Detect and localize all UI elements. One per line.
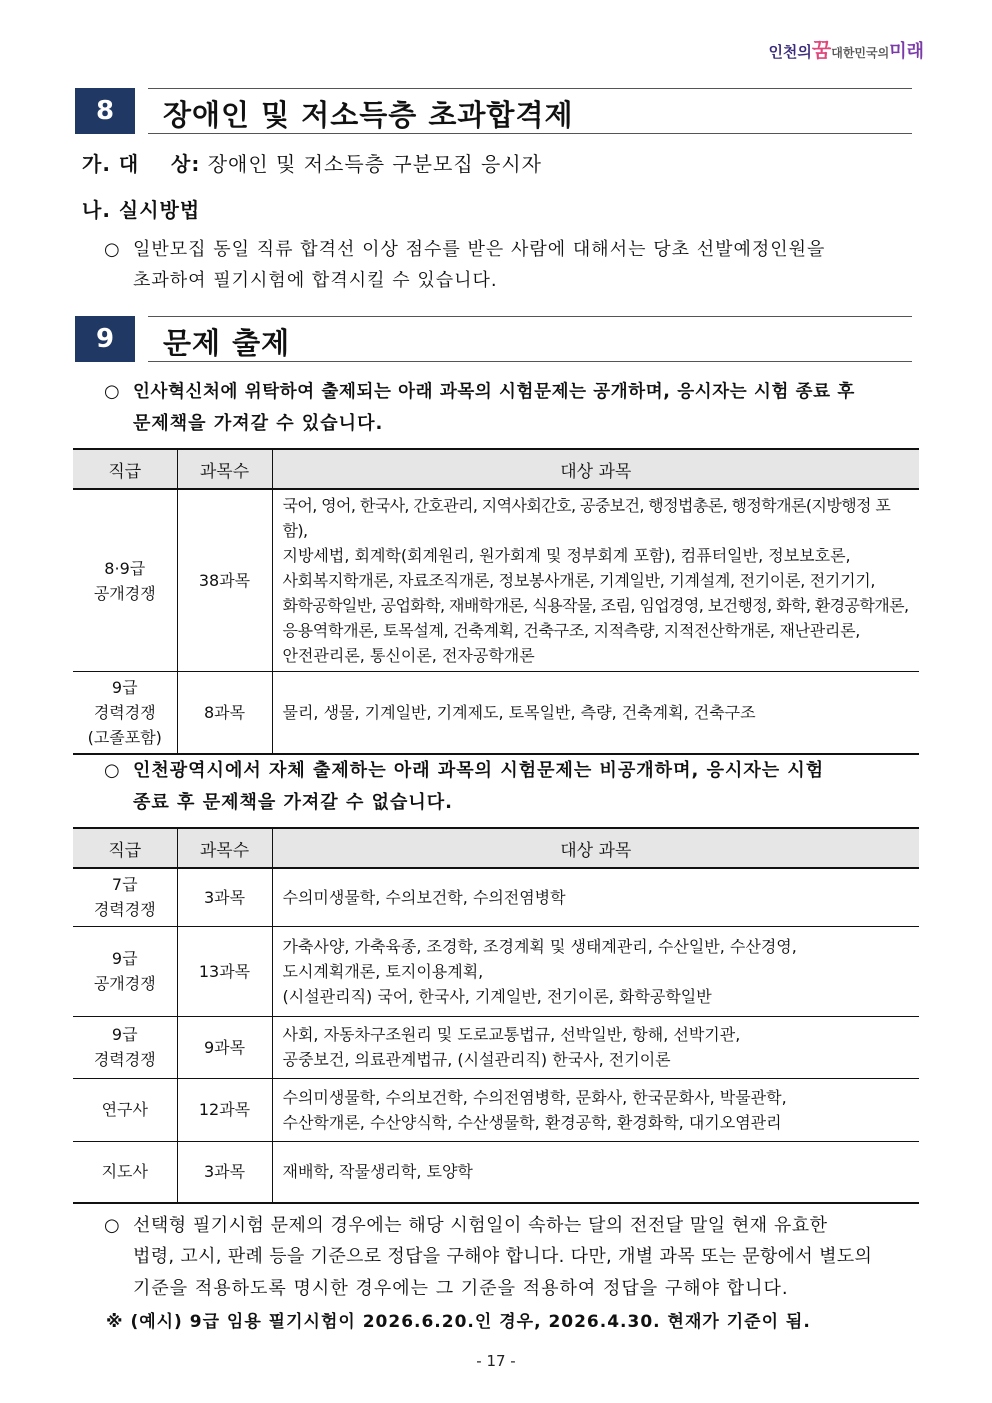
- subject-line: 지방세법, 회계학(회계원리, 원가회계 및 정부회계 포함), 컴퓨터일반, 정보보호론,: [282, 546, 851, 565]
- target-row: [82, 149, 542, 179]
- divider: [148, 88, 912, 89]
- subject-line: 국어, 영어, 한국사, 간호관리, 지역사회간호, 공중보건, 행정법총론, 행정학개론(지방행정 포함),: [282, 496, 891, 540]
- public-subjects-table: [73, 448, 919, 755]
- note-text-3: 기준을 적용하도록 명시한 경우에는 그 기준을 적용하여 정답을 구해야 합니다.: [133, 1278, 789, 1299]
- grade-line: 9급: [111, 677, 138, 697]
- subject-line: 도시계획개론, 토지이용계획,: [282, 961, 484, 981]
- bullet-icon: ○: [104, 760, 120, 781]
- grade-line: 9급: [111, 1025, 138, 1044]
- private-subjects-table: [73, 827, 919, 1204]
- subject-line: (시설관리직) 국어, 한국사, 기계일반, 전기이론, 화학공학일반: [282, 986, 712, 1006]
- divider: [148, 361, 912, 362]
- section-9-header: [75, 316, 912, 362]
- col-header-subjects: 대상 과목: [272, 449, 919, 489]
- grade-line: 지도사: [101, 1162, 148, 1182]
- col-header-count: 과목수: [177, 828, 272, 868]
- col-header-subjects: 대상 과목: [272, 828, 919, 868]
- subject-line: 수의미생물학, 수의보건학, 수의전염병학: [282, 887, 566, 907]
- subject-line: 화학공학일반, 공업화학, 재배학개론, 식용작물, 조림, 임업경영, 보건행정, 화학, 환경공학개론,: [282, 596, 909, 615]
- subject-line: 안전관리론, 통신이론, 전자공학개론: [282, 646, 535, 665]
- subjects-cell: [272, 868, 919, 926]
- intro1-text-1: 인사혁신처에 위탁하여 출제되는 아래 과목의 시험문제는 공개하며, 응시자는 시험 종료 후: [133, 382, 855, 402]
- note-text-2: 법령, 고시, 판례 등을 기준으로 정답을 구해야 합니다. 다만, 개별 과목 또는 문항에서 별도의: [133, 1246, 873, 1267]
- method-text-2: 초과하여 필기시험에 합격시킬 수 있습니다.: [133, 270, 498, 291]
- col-header-grade: 직급: [73, 449, 177, 489]
- table-row: [73, 1016, 919, 1078]
- bullet-icon: ○: [104, 381, 120, 402]
- table-row: [73, 672, 919, 754]
- logo-text-2: 꿈: [811, 38, 832, 62]
- subject-line: 사회, 자동차구조원리 및 도로교통법규, 선박일반, 항해, 선박기관,: [282, 1025, 741, 1044]
- section-title: 장애인 및 저소득층 초과합격제: [163, 98, 574, 132]
- table-row: [73, 926, 919, 1016]
- grade-cell: [73, 926, 177, 1016]
- col-header-grade: 직급: [73, 828, 177, 868]
- col-header-count: 과목수: [177, 449, 272, 489]
- logo-text-3: 대한민국의: [831, 46, 890, 60]
- header-logo: [768, 34, 924, 63]
- subject-line: 사회복지학개론, 자료조직개론, 정보봉사개론, 기계일반, 기계설계, 전기이론, 전기기기,: [282, 571, 876, 590]
- table-row: [73, 489, 919, 672]
- grade-line: 9급: [111, 949, 138, 968]
- grade-line: 경력경쟁: [93, 702, 156, 722]
- page-number: - 17 -: [476, 1352, 516, 1370]
- table-row: [73, 1078, 919, 1141]
- section-title: 문제 출제: [163, 326, 291, 360]
- table-row: [73, 1141, 919, 1203]
- subject-line: 가축사양, 가축육종, 조경학, 조경계획 및 생태계관리, 수산일반, 수산경영,: [282, 936, 797, 956]
- section-number: 8: [75, 88, 135, 134]
- count-cell: 38과목: [177, 489, 272, 672]
- table-row: [73, 868, 919, 926]
- count-cell: 3과목: [177, 868, 272, 926]
- grade-cell: [73, 1078, 177, 1141]
- grade-line: (고졸포함): [87, 727, 162, 747]
- grade-cell: [73, 672, 177, 754]
- intro2-text-2: 종료 후 문제책을 가져갈 수 없습니다.: [133, 792, 453, 813]
- section-number: 9: [75, 316, 135, 362]
- subjects-cell: [272, 489, 919, 672]
- subject-line: 물리, 생물, 기계일반, 기계제도, 토목일반, 측량, 건축계획, 건축구조: [282, 702, 756, 722]
- grade-line: 경력경쟁: [93, 1050, 156, 1069]
- subjects-cell: [272, 672, 919, 754]
- bullet-icon: ○: [104, 1215, 120, 1236]
- grade-line: 7급: [111, 875, 138, 895]
- subject-line: 수의미생물학, 수의보건학, 수의전염병학, 문화사, 한국문화사, 박물관학,: [282, 1087, 787, 1107]
- grade-cell: [73, 489, 177, 672]
- method-text-1: 일반모집 동일 직류 합격선 이상 점수를 받은 사람에 대해서는 당초 선발예정인원을: [133, 239, 826, 260]
- subject-line: 응용역학개론, 토목설계, 건축계획, 건축구조, 지적측량, 지적전산학개론, 재난관리론,: [282, 621, 861, 640]
- logo-text-4: 미래: [889, 41, 924, 62]
- method-label: 나. 실시방법: [82, 198, 201, 222]
- example-note: ※ (예시) 9급 임용 필기시험이 2026.6.20.인 경우, 2026.4.30. 현재가 기준이 됨.: [106, 1312, 811, 1332]
- subject-line: 재배학, 작물생리학, 토양학: [282, 1162, 473, 1182]
- target-label: 가. 대 상:: [82, 152, 201, 176]
- count-cell: 8과목: [177, 672, 272, 754]
- count-cell: 12과목: [177, 1078, 272, 1141]
- count-cell: 3과목: [177, 1141, 272, 1203]
- logo-text-1: 인천의: [768, 43, 812, 61]
- intro2-text-1: 인천광역시에서 자체 출제하는 아래 과목의 시험문제는 비공개하며, 응시자는 시험: [133, 760, 825, 781]
- section-8-header: [75, 88, 912, 134]
- subjects-cell: [272, 1016, 919, 1078]
- grade-line: 8·9급: [104, 558, 146, 578]
- divider: [148, 133, 912, 134]
- grade-cell: [73, 1141, 177, 1203]
- count-cell: 9과목: [177, 1016, 272, 1078]
- subject-line: 수산학개론, 수산양식학, 수산생물학, 환경공학, 환경화학, 대기오염관리: [282, 1112, 782, 1132]
- grade-line: 경력경쟁: [93, 900, 156, 920]
- grade-line: 공개경쟁: [93, 974, 156, 993]
- target-text: 장애인 및 저소득층 구분모집 응시자: [207, 152, 542, 176]
- grade-cell: [73, 868, 177, 926]
- subject-line: 공중보건, 의료관계법규, (시설관리직) 한국사, 전기이론: [282, 1050, 671, 1069]
- grade-line: 연구사: [101, 1100, 148, 1119]
- grade-cell: [73, 1016, 177, 1078]
- subjects-cell: [272, 1141, 919, 1203]
- subjects-cell: [272, 926, 919, 1016]
- intro1-text-2: 문제책을 가져갈 수 있습니다.: [133, 413, 384, 434]
- count-cell: 13과목: [177, 926, 272, 1016]
- divider: [148, 316, 912, 317]
- subjects-cell: [272, 1078, 919, 1141]
- note-text-1: 선택형 필기시험 문제의 경우에는 해당 시험일이 속하는 달의 전전달 말일 현재 유효한: [133, 1215, 828, 1236]
- bullet-icon: ○: [104, 239, 120, 260]
- grade-line: 공개경쟁: [93, 583, 156, 603]
